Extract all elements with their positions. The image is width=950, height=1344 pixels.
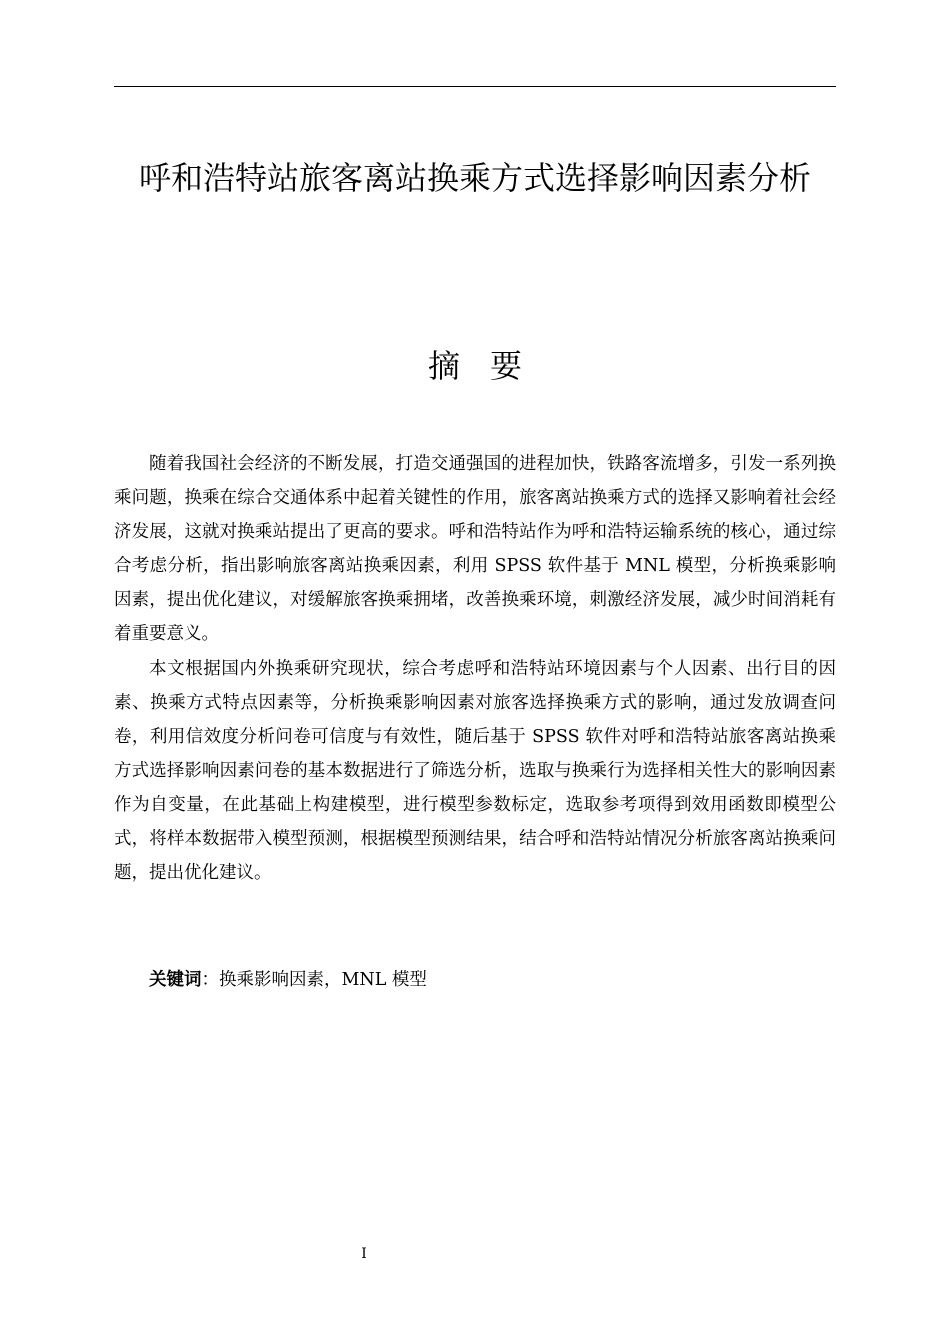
keywords-line xyxy=(114,963,836,997)
keywords-label: 关键词 xyxy=(149,970,202,990)
keywords-separator: ： xyxy=(201,970,219,990)
header-rule xyxy=(114,86,836,87)
abstract-paragraph-1: 随着我国社会经济的不断发展，打造交通强国的进程加快，铁路客流增多，引发一系列换乘问题，换乘在综合交通体系中起着关键性的作用，旅客离站换乘方式的选择又影响着社会经济发展，这就对换乘站提出了更高的要求。呼和浩特站作为呼和浩特运输系统的核心，通过综合考虑分析，指出影响旅客离站换乘因素，利用 SPSS 软件基于 MNL 模型，分析换乘影响因素，提出优化建议，对缓解旅客换乘拥堵，改善换乘环境，刺激经济发展，减少时间消耗有着重要意义。 xyxy=(114,454,836,645)
keywords-value: 换乘影响因素，MNL 模型 xyxy=(219,970,427,990)
page-number: I xyxy=(361,1246,367,1262)
abstract-body xyxy=(114,447,836,890)
abstract-heading: 摘要 xyxy=(427,347,552,385)
document-title: 呼和浩特站旅客离站换乘方式选择影响因素分析 xyxy=(138,159,811,197)
abstract-paragraph-2: 本文根据国内外换乘研究现状，综合考虑呼和浩特站环境因素与个人因素、出行目的因素、换乘方式特点因素等，分析换乘影响因素对旅客选择换乘方式的影响，通过发放调查问卷，利用信效度分析问卷可信度与有效性，随后基于 SPSS 软件对呼和浩特站旅客离站换乘方式选择影响因素问卷的基本数据进行了筛选分析，选取与换乘行为选择相关性大的影响因素作为自变量，在此基础上构建模型，进行模型参数标定，选取参考项得到效用函数即模型公式，将样本数据带入模型预测，根据模型预测结果，结合呼和浩特站情况分析旅客离站换乘问题，提出优化建议。 xyxy=(114,658,836,884)
